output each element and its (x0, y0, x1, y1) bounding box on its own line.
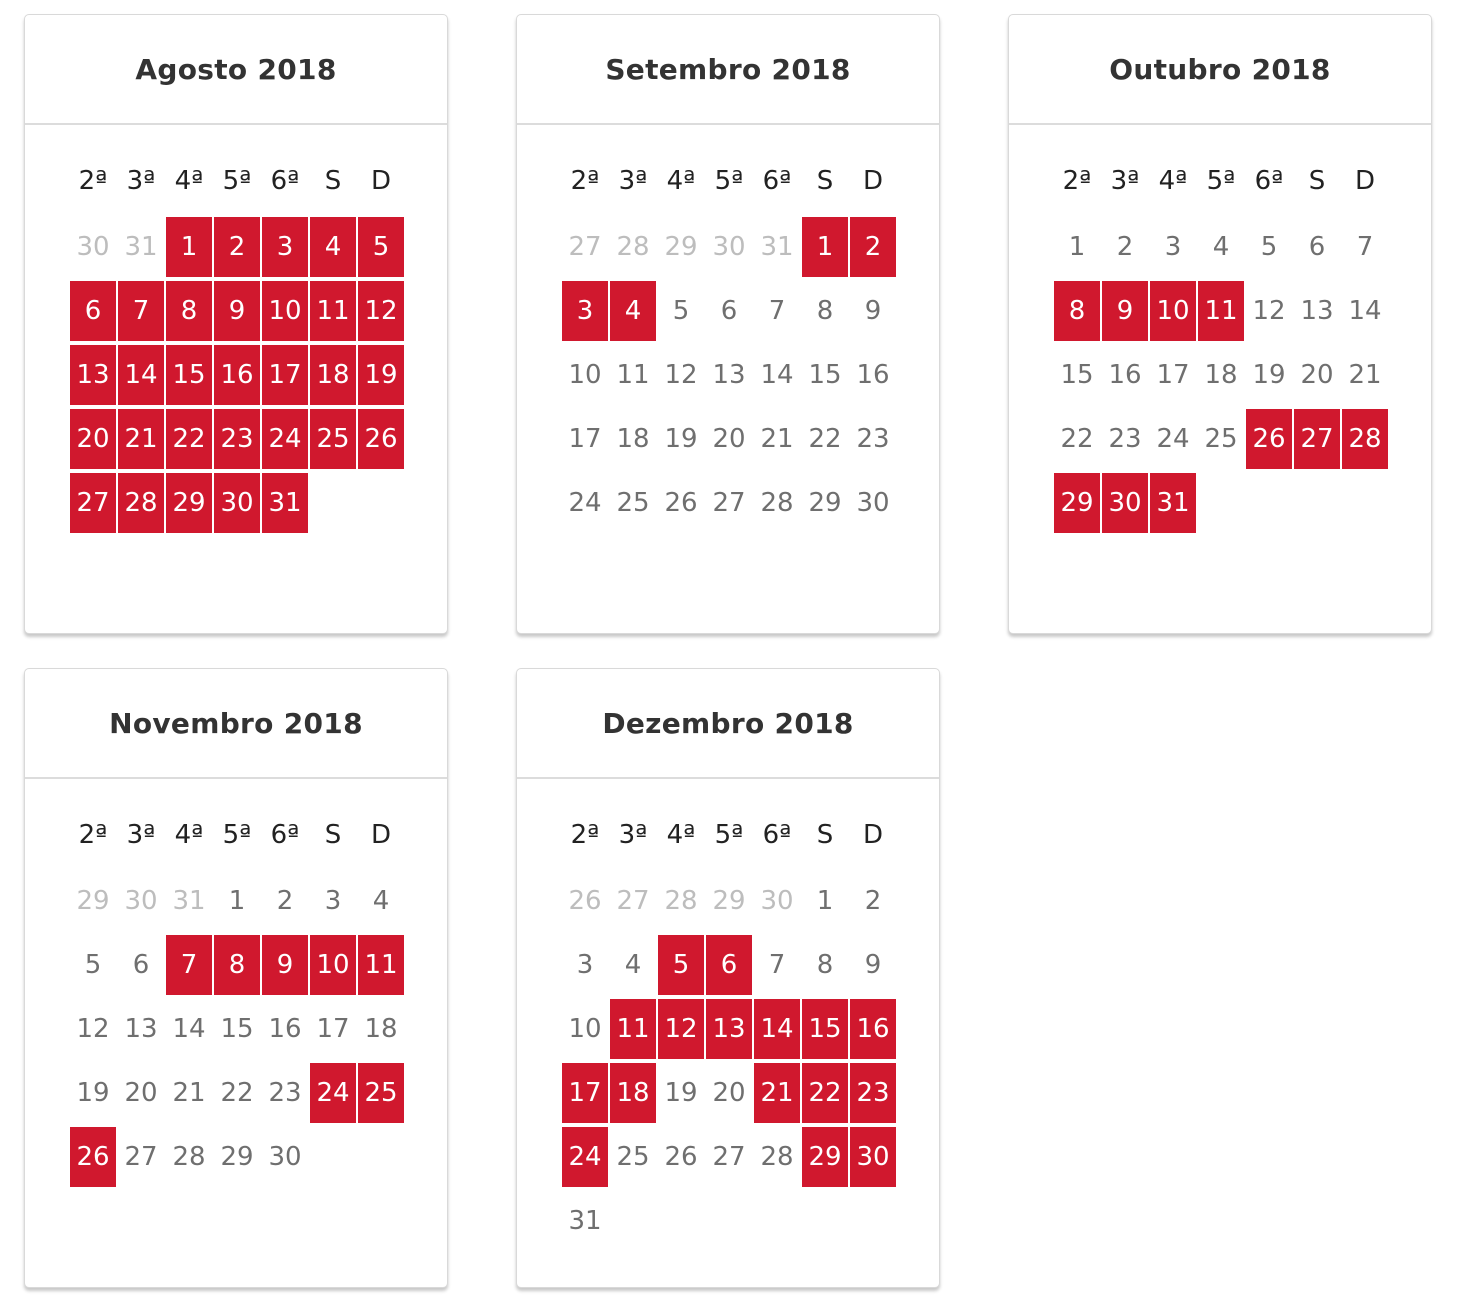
calendar-day-other-month[interactable]: 28 (664, 886, 698, 916)
calendar-day-highlighted[interactable]: 20 (70, 409, 116, 469)
calendar-day-highlighted[interactable]: 29 (1054, 473, 1100, 533)
calendar-day[interactable]: 18 (1204, 360, 1238, 390)
calendar-header (1009, 15, 1431, 125)
calendar-day-highlighted[interactable]: 1 (166, 217, 212, 277)
calendar-day[interactable]: 15 (220, 1014, 254, 1044)
calendar-day-highlighted[interactable]: 19 (358, 345, 404, 405)
calendar-day-highlighted[interactable]: 12 (358, 281, 404, 341)
calendar-day-highlighted[interactable]: 29 (802, 1127, 848, 1187)
calendar-day-other-month[interactable]: 30 (124, 886, 158, 916)
calendar-day[interactable]: 3 (576, 950, 594, 980)
calendar-day-highlighted[interactable]: 16 (214, 345, 260, 405)
calendar-day-highlighted[interactable]: 6 (70, 281, 116, 341)
weekday-header: 3ª (618, 166, 648, 196)
calendar-day[interactable]: 7 (768, 296, 786, 326)
calendar-grid (562, 153, 896, 533)
calendar-day[interactable]: 12 (1252, 296, 1286, 326)
calendar-day-other-month[interactable]: 31 (124, 232, 158, 262)
calendar-header (517, 669, 939, 779)
calendar-day[interactable]: 16 (268, 1014, 302, 1044)
calendar-grid (70, 153, 404, 533)
calendar-day[interactable]: 14 (1348, 296, 1382, 326)
calendar-day-other-month[interactable]: 30 (76, 232, 110, 262)
calendar-day[interactable]: 7 (1356, 232, 1374, 262)
calendar-day-highlighted[interactable]: 28 (1342, 409, 1388, 469)
calendar-day[interactable]: 12 (664, 360, 698, 390)
calendar-day[interactable]: 18 (616, 424, 650, 454)
weekday-header: 2ª (78, 820, 108, 850)
calendar-day-highlighted[interactable]: 24 (562, 1127, 608, 1187)
calendar-day-highlighted[interactable]: 23 (214, 409, 260, 469)
calendar-day-highlighted[interactable]: 17 (562, 1063, 608, 1123)
calendar-day-highlighted[interactable]: 15 (166, 345, 212, 405)
calendar-day[interactable]: 6 (720, 296, 738, 326)
calendar-day-other-month[interactable]: 31 (172, 886, 206, 916)
calendar-day-highlighted[interactable]: 30 (850, 1127, 896, 1187)
weekday-header: S (816, 166, 834, 196)
weekday-header: 5ª (1206, 166, 1236, 196)
calendar-day-highlighted[interactable]: 5 (658, 935, 704, 995)
calendar-day-highlighted[interactable]: 4 (610, 281, 656, 341)
calendar-day-highlighted[interactable]: 1 (802, 217, 848, 277)
weekday-header: 4ª (666, 820, 696, 850)
calendar-day[interactable]: 31 (568, 1206, 602, 1236)
calendar-day[interactable]: 13 (712, 360, 746, 390)
calendar-day[interactable]: 28 (760, 488, 794, 518)
calendar-header (25, 669, 447, 779)
calendar-day-highlighted[interactable]: 5 (358, 217, 404, 277)
calendar-day-highlighted[interactable]: 25 (310, 409, 356, 469)
calendar-day-highlighted[interactable]: 4 (310, 217, 356, 277)
calendar-day[interactable]: 22 (808, 424, 842, 454)
weekday-header: D (862, 166, 884, 196)
calendar-day[interactable]: 13 (1300, 296, 1334, 326)
calendar-day[interactable]: 30 (856, 488, 890, 518)
calendar-day-other-month[interactable]: 31 (760, 232, 794, 262)
weekday-header: 2ª (1062, 166, 1092, 196)
calendar-day-other-month[interactable]: 26 (568, 886, 602, 916)
calendar-day-highlighted[interactable]: 8 (214, 935, 260, 995)
calendar-day-highlighted[interactable]: 8 (1054, 281, 1100, 341)
weekday-header: 2ª (570, 820, 600, 850)
weekday-header: 3ª (126, 820, 156, 850)
calendar-day[interactable]: 17 (1156, 360, 1190, 390)
calendar-day-highlighted[interactable]: 3 (562, 281, 608, 341)
calendar-day-highlighted[interactable]: 13 (706, 999, 752, 1059)
calendar-day-highlighted[interactable]: 10 (262, 281, 308, 341)
calendar-day[interactable]: 2 (276, 886, 294, 916)
calendar-day-highlighted[interactable]: 7 (118, 281, 164, 341)
calendar-day[interactable]: 5 (1260, 232, 1278, 262)
calendar-day[interactable]: 30 (268, 1142, 302, 1172)
calendar-day[interactable]: 21 (1348, 360, 1382, 390)
calendar-day-highlighted[interactable]: 18 (610, 1063, 656, 1123)
calendar-day[interactable]: 2 (864, 886, 882, 916)
calendar-day-highlighted[interactable]: 30 (1102, 473, 1148, 533)
calendar-day[interactable]: 1 (228, 886, 246, 916)
weekday-header: D (862, 820, 884, 850)
weekday-header: 4ª (666, 166, 696, 196)
weekday-header: 6ª (762, 166, 792, 196)
calendar-day-highlighted[interactable]: 17 (262, 345, 308, 405)
calendar-day-highlighted[interactable]: 9 (214, 281, 260, 341)
calendar-day-highlighted[interactable]: 27 (70, 473, 116, 533)
month-title: Outubro 2018 (1109, 52, 1331, 86)
calendar-day[interactable]: 18 (364, 1014, 398, 1044)
weekday-header: S (324, 820, 342, 850)
calendar-day-highlighted[interactable]: 31 (1150, 473, 1196, 533)
calendar-day[interactable]: 7 (768, 950, 786, 980)
calendar-card-dezembro (516, 668, 940, 1288)
calendar-card-agosto (24, 14, 448, 634)
calendar-day[interactable]: 6 (1308, 232, 1326, 262)
weekday-header: S (816, 820, 834, 850)
calendar-day[interactable]: 2 (1116, 232, 1134, 262)
calendar-day[interactable]: 16 (856, 360, 890, 390)
calendar-day-highlighted[interactable]: 2 (850, 217, 896, 277)
calendar-day[interactable]: 28 (172, 1142, 206, 1172)
calendar-day[interactable]: 25 (616, 488, 650, 518)
calendar-day[interactable]: 17 (568, 424, 602, 454)
calendar-day[interactable]: 21 (760, 424, 794, 454)
calendar-day[interactable]: 13 (124, 1014, 158, 1044)
weekday-header: 6ª (1254, 166, 1284, 196)
calendar-day-highlighted[interactable]: 26 (1246, 409, 1292, 469)
calendar-day[interactable]: 10 (568, 1014, 602, 1044)
calendar-day[interactable]: 20 (712, 1078, 746, 1108)
weekday-header: 6ª (270, 166, 300, 196)
weekday-header: 2ª (78, 166, 108, 196)
weekday-header: 3ª (126, 166, 156, 196)
calendar-day[interactable]: 3 (324, 886, 342, 916)
calendar-day[interactable]: 19 (664, 424, 698, 454)
calendar-day-highlighted[interactable]: 12 (658, 999, 704, 1059)
calendar-day[interactable]: 1 (816, 886, 834, 916)
calendar-day[interactable]: 22 (1060, 424, 1094, 454)
calendar-header (517, 15, 939, 125)
weekday-header: 2ª (570, 166, 600, 196)
weekday-header: 4ª (174, 166, 204, 196)
calendar-day-other-month[interactable]: 27 (568, 232, 602, 262)
calendar-card-outubro (1008, 14, 1432, 634)
calendar-day[interactable]: 5 (672, 296, 690, 326)
weekday-header: 6ª (762, 820, 792, 850)
calendar-day-highlighted[interactable]: 18 (310, 345, 356, 405)
calendar-day-highlighted[interactable]: 31 (262, 473, 308, 533)
calendar-day-highlighted[interactable]: 3 (262, 217, 308, 277)
calendar-day-other-month[interactable]: 29 (76, 886, 110, 916)
calendar-day-highlighted[interactable]: 26 (70, 1127, 116, 1187)
calendar-day[interactable]: 19 (76, 1078, 110, 1108)
calendar-day[interactable]: 12 (76, 1014, 110, 1044)
weekday-header: 4ª (1158, 166, 1188, 196)
calendar-day-highlighted[interactable]: 23 (850, 1063, 896, 1123)
calendar-day[interactable]: 14 (172, 1014, 206, 1044)
calendar-day[interactable]: 11 (616, 360, 650, 390)
calendar-day[interactable]: 23 (1108, 424, 1142, 454)
weekday-header: 6ª (270, 820, 300, 850)
calendar-day[interactable]: 24 (568, 488, 602, 518)
calendar-card-setembro (516, 14, 940, 634)
calendar-day-highlighted[interactable]: 28 (118, 473, 164, 533)
calendar-day-highlighted[interactable]: 24 (262, 409, 308, 469)
calendar-day-highlighted[interactable]: 21 (754, 1063, 800, 1123)
calendar-day[interactable]: 8 (816, 296, 834, 326)
calendar-day[interactable]: 26 (664, 488, 698, 518)
calendar-day[interactable]: 4 (1212, 232, 1230, 262)
calendar-day[interactable]: 14 (760, 360, 794, 390)
calendar-day-highlighted[interactable]: 11 (358, 935, 404, 995)
weekday-header: D (370, 166, 392, 196)
calendar-day[interactable]: 26 (664, 1142, 698, 1172)
weekday-header: 3ª (1110, 166, 1140, 196)
weekday-header: S (1308, 166, 1326, 196)
calendar-day-highlighted[interactable]: 14 (118, 345, 164, 405)
weekday-header: 5ª (222, 166, 252, 196)
calendar-day-highlighted[interactable]: 8 (166, 281, 212, 341)
calendar-day[interactable]: 27 (712, 488, 746, 518)
month-title: Setembro 2018 (605, 52, 851, 86)
weekday-header: 4ª (174, 820, 204, 850)
calendar-day-other-month[interactable]: 28 (616, 232, 650, 262)
calendar-day[interactable]: 6 (132, 950, 150, 980)
calendar-day[interactable]: 20 (124, 1078, 158, 1108)
calendar-day[interactable]: 27 (712, 1142, 746, 1172)
calendar-day[interactable]: 9 (864, 950, 882, 980)
calendar-day-highlighted[interactable]: 30 (214, 473, 260, 533)
calendar-day-highlighted[interactable]: 22 (166, 409, 212, 469)
calendar-card-novembro (24, 668, 448, 1288)
calendar-day-other-month[interactable]: 30 (712, 232, 746, 262)
calendar-day[interactable]: 25 (1204, 424, 1238, 454)
calendar-day[interactable]: 9 (864, 296, 882, 326)
calendar-day-highlighted[interactable]: 13 (70, 345, 116, 405)
calendar-day[interactable]: 19 (664, 1078, 698, 1108)
calendar-day[interactable]: 28 (760, 1142, 794, 1172)
calendar-day[interactable]: 4 (372, 886, 390, 916)
calendar-day[interactable]: 22 (220, 1078, 254, 1108)
calendar-day-highlighted[interactable]: 7 (166, 935, 212, 995)
calendar-day[interactable]: 15 (808, 360, 842, 390)
calendar-day-other-month[interactable]: 29 (664, 232, 698, 262)
calendar-day[interactable]: 21 (172, 1078, 206, 1108)
calendar-day-highlighted[interactable]: 10 (1150, 281, 1196, 341)
calendar-grid (562, 807, 896, 1251)
calendar-day[interactable]: 16 (1108, 360, 1142, 390)
calendar-day-highlighted[interactable]: 9 (1102, 281, 1148, 341)
calendar-day-highlighted[interactable]: 25 (358, 1063, 404, 1123)
calendar-day[interactable]: 20 (712, 424, 746, 454)
weekday-header: D (1354, 166, 1376, 196)
calendar-day[interactable]: 3 (1164, 232, 1182, 262)
weekday-header: 3ª (618, 820, 648, 850)
calendar-day[interactable]: 29 (220, 1142, 254, 1172)
calendar-day-highlighted[interactable]: 11 (1198, 281, 1244, 341)
calendar-day[interactable]: 27 (124, 1142, 158, 1172)
weekday-header: D (370, 820, 392, 850)
weekday-header: 5ª (222, 820, 252, 850)
calendar-day[interactable]: 25 (616, 1142, 650, 1172)
calendar-day[interactable]: 29 (808, 488, 842, 518)
calendar-day-highlighted[interactable]: 27 (1294, 409, 1340, 469)
calendar-day[interactable]: 17 (316, 1014, 350, 1044)
calendar-day[interactable]: 24 (1156, 424, 1190, 454)
weekday-header: S (324, 166, 342, 196)
calendar-day-highlighted[interactable]: 6 (706, 935, 752, 995)
calendar-grid (70, 807, 404, 1187)
calendar-day[interactable]: 8 (816, 950, 834, 980)
calendar-day-highlighted[interactable]: 2 (214, 217, 260, 277)
calendar-day[interactable]: 10 (568, 360, 602, 390)
month-title: Dezembro 2018 (602, 706, 854, 740)
calendar-day-highlighted[interactable]: 16 (850, 999, 896, 1059)
calendar-day[interactable]: 23 (856, 424, 890, 454)
calendar-day[interactable]: 5 (84, 950, 102, 980)
calendar-day[interactable]: 15 (1060, 360, 1094, 390)
calendar-day-highlighted[interactable]: 11 (610, 999, 656, 1059)
calendar-day-highlighted[interactable]: 26 (358, 409, 404, 469)
calendar-day-other-month[interactable]: 30 (760, 886, 794, 916)
month-title: Novembro 2018 (109, 706, 363, 740)
calendar-day-highlighted[interactable]: 9 (262, 935, 308, 995)
calendar-day-highlighted[interactable]: 22 (802, 1063, 848, 1123)
month-title: Agosto 2018 (135, 52, 337, 86)
calendar-day-highlighted[interactable]: 29 (166, 473, 212, 533)
calendar-day-highlighted[interactable]: 21 (118, 409, 164, 469)
calendar-day-highlighted[interactable]: 11 (310, 281, 356, 341)
calendar-day-highlighted[interactable]: 15 (802, 999, 848, 1059)
calendar-day-other-month[interactable]: 29 (712, 886, 746, 916)
calendar-day-highlighted[interactable]: 14 (754, 999, 800, 1059)
weekday-header: 5ª (714, 166, 744, 196)
calendar-day-other-month[interactable]: 27 (616, 886, 650, 916)
calendar-grid (1054, 153, 1388, 533)
calendar-day-highlighted[interactable]: 10 (310, 935, 356, 995)
calendar-day[interactable]: 4 (624, 950, 642, 980)
calendar-header (25, 15, 447, 125)
calendar-day[interactable]: 1 (1068, 232, 1086, 262)
calendar-day[interactable]: 23 (268, 1078, 302, 1108)
weekday-header: 5ª (714, 820, 744, 850)
calendar-day[interactable]: 19 (1252, 360, 1286, 390)
calendar-day[interactable]: 20 (1300, 360, 1334, 390)
calendar-day-highlighted[interactable]: 24 (310, 1063, 356, 1123)
